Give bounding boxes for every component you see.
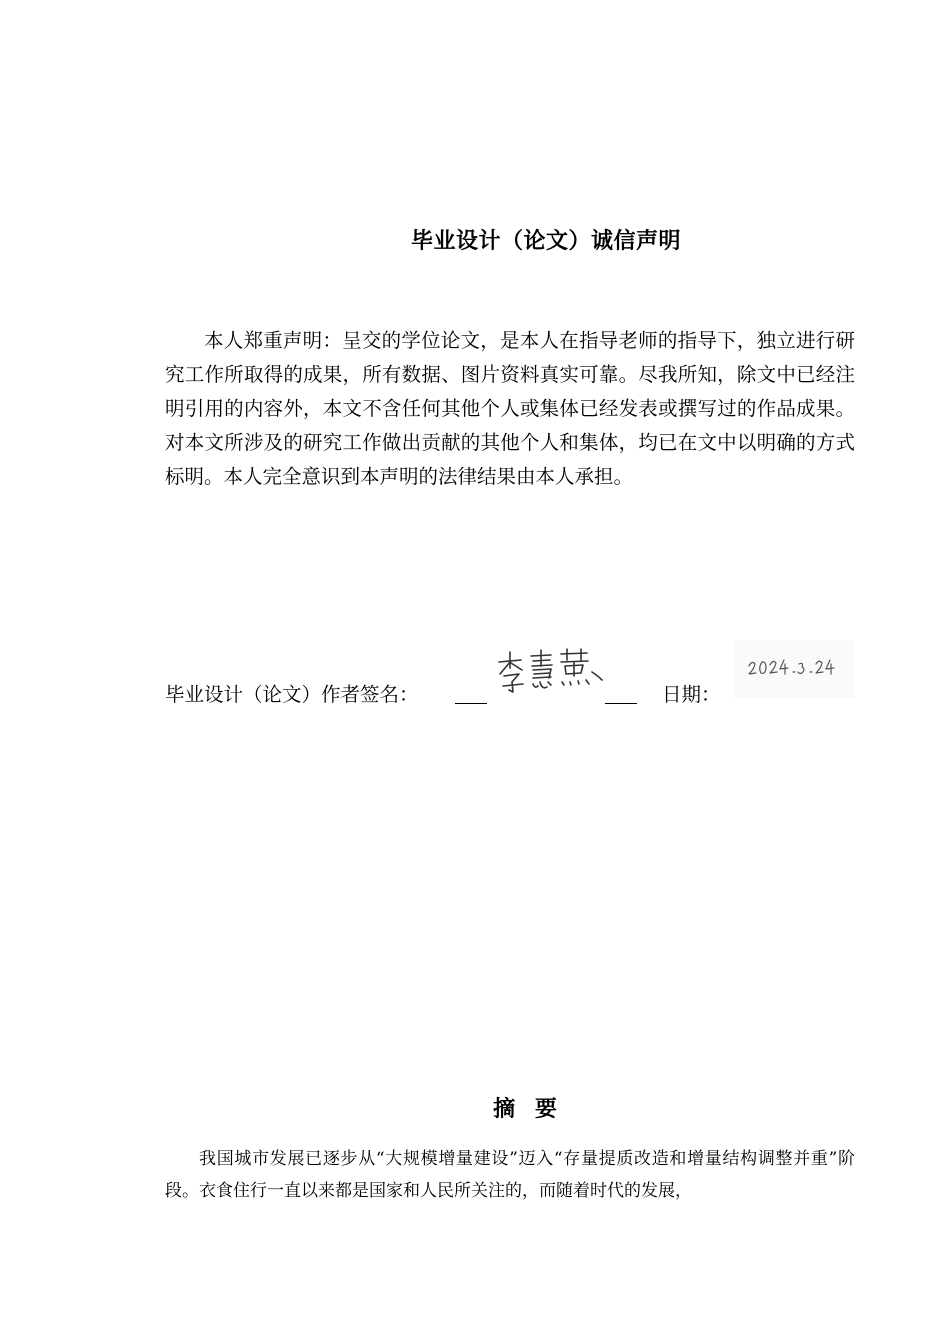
declaration-title: 毕业设计（论文）诚信声明: [410, 229, 681, 254]
signature-row: [165, 678, 865, 712]
abstract-heading: 摘 要: [493, 1097, 557, 1122]
date-label: 日期：: [662, 683, 721, 706]
declaration-body: 本人郑重声明：呈交的学位论文，是本人在指导老师的指导下，独立进行研究工作所取得的成果，所有数据、图片资料真实可靠。尽我所知，除文中已经注明引用的内容外，本文不含任何其他个人或集体已经发表或撰写过的作品成果。对本文所涉及的研究工作做出贡献的其他个人和集体，均已在文中以明确的方式标明。本人完全意识到本声明的法律结果由本人承担。: [165, 329, 855, 488]
signature-underline-right: [605, 703, 637, 704]
signature-underline-left: [455, 703, 487, 704]
handwritten-signature: [495, 646, 605, 702]
signature-label: 毕业设计（论文）作者签名：: [165, 683, 419, 706]
abstract-body: 我国城市发展已逐步从“大规模增量建设”迈入“存量提质改造和增量结构调整并重”阶段。衣食住行一直以来都是国家和人民所关注的，而随着时代的发展，: [165, 1149, 855, 1201]
handwritten-date: [735, 640, 855, 698]
